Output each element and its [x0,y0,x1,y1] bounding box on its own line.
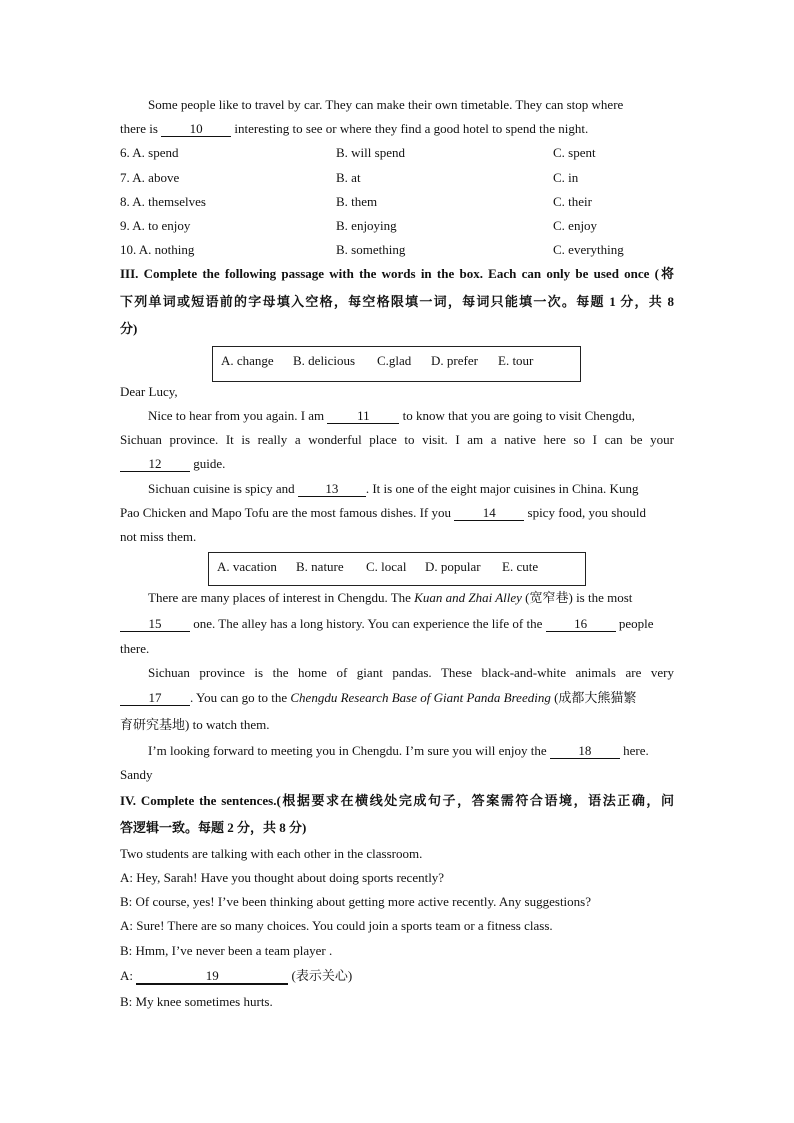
dialogue-line: A: Hey, Sarah! Have you thought about doing sports recently? [120,870,445,885]
section-heading: III. Complete the following passage with the words in the box. Each can only be used once (将 [120,266,674,281]
blank-17: 17 [120,691,190,706]
word-option: B. delicious [293,353,356,368]
letter-text: to know that you are going to visit Chengdu, [399,408,635,423]
letter-text: (成都大熊猫繁 [550,690,637,705]
option-a: 8. A. themselves [120,194,206,209]
letter-text: . It is one of the eight major cuisines in China. Kung [365,481,639,496]
letter-text: guide. [190,456,226,471]
passage-text: there is [120,121,162,136]
letter-text: Sichuan cuisine is spicy and [148,481,298,496]
word-box [212,346,581,382]
option-a: 6. A. spend [120,145,179,160]
dialogue-intro: Two students are talking with each other in the classroom. [120,846,423,861]
letter-text: one. The alley has a long history. You can experience the life of the [190,616,546,631]
option-b: B. something [336,242,406,257]
passage-text: Some people like to travel by car. They can make their own timetable. They can stop where [148,97,624,112]
dialogue-line: B: Hmm, I’ve never been a team player . [120,943,333,958]
blank-16: 16 [546,617,616,632]
letter-line [120,506,646,521]
letter-line [148,482,638,497]
letter-line [148,591,632,604]
option-b: B. at [336,170,361,185]
letter-line [120,617,654,632]
passage-text: interesting to see or where they find a good hotel to spend the night. [231,121,589,136]
word-option: E. cute [502,559,539,574]
word-option: C. local [366,559,407,574]
word-option: E. tour [498,353,534,368]
letter-line [120,457,225,472]
word-option: C.glad [377,353,412,368]
dialogue-text: (表示关心) [288,968,353,983]
blank-10: 10 [161,122,231,137]
dialogue-line [120,969,352,985]
letter-line [120,691,636,706]
section-heading: 下列单词或短语前的字母填入空格，每空格限填一词，每词只能填一次。每题 1 分，共 8 [120,294,674,309]
letter-line: 育研究基地) to watch them. [120,717,270,732]
letter-greeting: Dear Lucy, [120,384,178,399]
dialogue-line: B: My knee sometimes hurts. [120,994,273,1009]
letter-line: not miss them. [120,529,197,544]
option-c: C. everything [553,242,624,257]
letter-italic: Kuan and Zhai Alley [414,590,522,605]
option-a: 10. A. nothing [120,242,195,257]
section-heading: 分) [120,321,138,336]
letter-text: . You can go to the [190,690,291,705]
passage-line [120,122,588,137]
dialogue-line: B: Of course, yes! I’ve been thinking about getting more active recently. Any suggestions? [120,894,592,909]
letter-italic: Chengdu Research Base of Giant Panda Breeding [290,690,551,705]
letter-signature: Sandy [120,767,153,782]
option-c: C. in [553,170,579,185]
option-b: B. them [336,194,378,209]
letter-text: There are many places of interest in Chengdu. The [148,590,415,605]
letter-line [148,409,635,424]
letter-text: spicy food, you should [524,505,646,520]
section-heading: IV. Complete the sentences.(根据要求在横线处完成句子，答案需符合语境，语法正确，问 [120,793,674,808]
option-c: C. enjoy [553,218,598,233]
blank-13: 13 [298,482,366,497]
blank-18: 18 [550,744,620,759]
letter-text: people [615,616,654,631]
letter-line: Sichuan province. It is really a wonderful place to visit. I am a native here so I can be your [120,432,674,447]
word-option: B. nature [296,559,344,574]
passage-line [148,98,623,111]
option-b: B. enjoying [336,218,397,233]
dialogue-line: A: Sure! There are so many choices. You could join a sports team or a fitness class. [120,918,553,933]
section-heading: 答逻辑一致。每题 2 分，共 8 分) [120,820,307,835]
blank-12: 12 [120,457,190,472]
blank-11: 11 [327,409,399,424]
word-option: A. change [221,353,274,368]
blank-15: 15 [120,617,190,632]
letter-text: I’m looking forward to meeting you in Chengdu. I’m sure you will enjoy the [148,743,550,758]
letter-line: there. [120,641,150,656]
blank-19: 19 [136,969,288,985]
option-a: 9. A. to enjoy [120,218,191,233]
letter-text: Pao Chicken and Mapo Tofu are the most famous dishes. If you [120,505,455,520]
word-box [208,552,586,586]
blank-14: 14 [454,506,524,521]
option-c: C. their [553,194,592,209]
letter-text: (宽窄巷) is the most [521,590,633,605]
option-c: C. spent [553,145,596,160]
letter-line [148,744,649,759]
letter-text: Nice to hear from you again. I am [148,408,328,423]
word-option: A. vacation [217,559,277,574]
option-b: B. will spend [336,145,405,160]
option-a: 7. A. above [120,170,180,185]
word-option: D. popular [425,559,481,574]
letter-line: Sichuan province is the home of giant pandas. These black-and-white animals are very [148,665,674,680]
letter-text: here. [619,743,649,758]
dialogue-text: A: [120,968,137,983]
word-option: D. prefer [431,353,478,368]
